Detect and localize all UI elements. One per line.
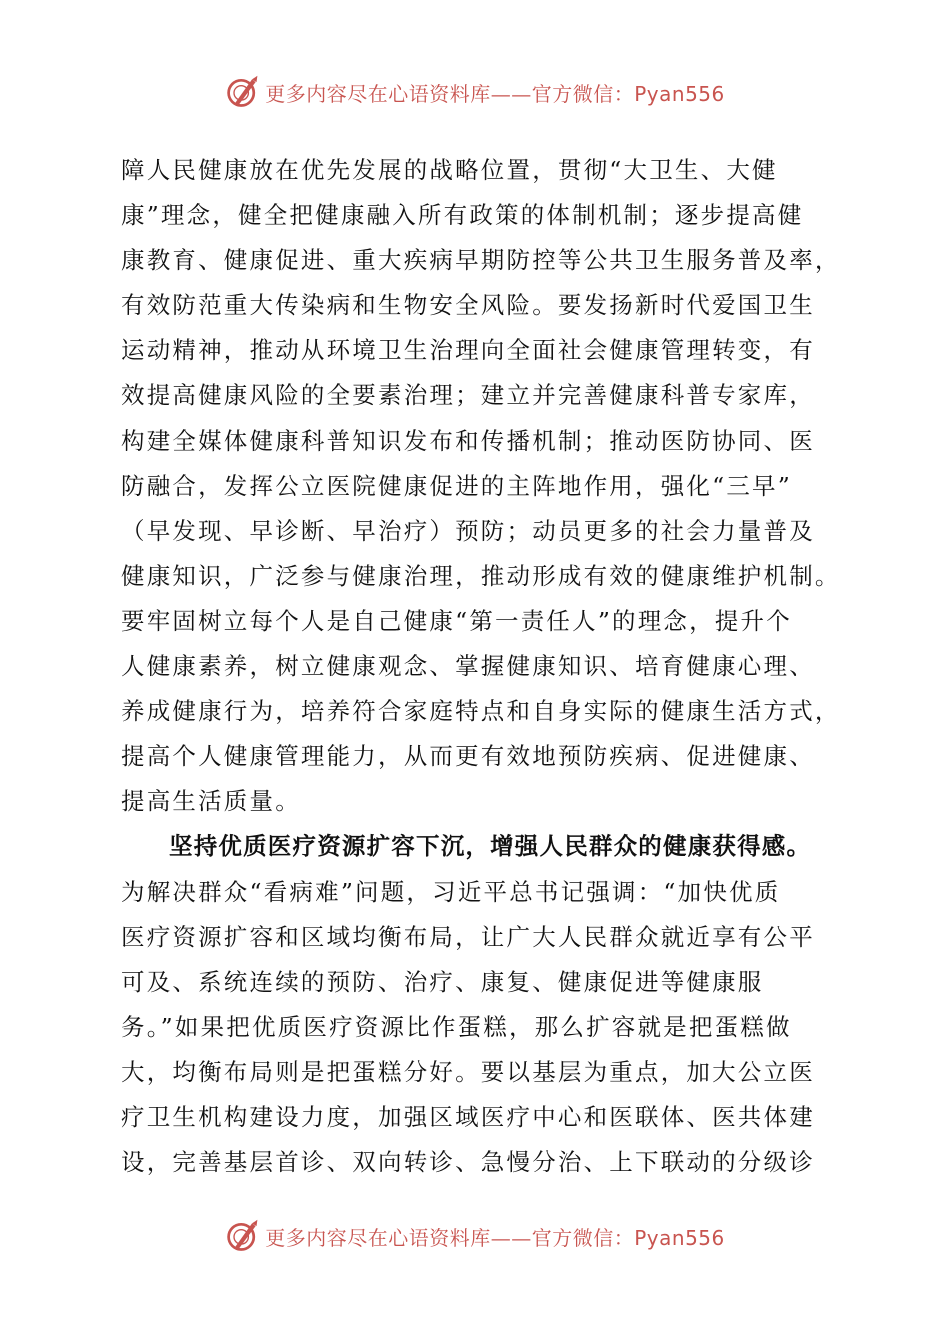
text-line: 障人民健康放在优先发展的战略位置，贯彻“大卫生、大健	[121, 156, 778, 184]
text-line: 康”理念，健全把健康融入所有政策的体制机制；逐步提高健	[121, 201, 804, 230]
text-line: （早发现、早诊断、早治疗）预防；动员更多的社会力量普及	[121, 516, 815, 545]
text-line: 要牢固树立每个人是自己健康“第一责任人”的理念，提升个	[121, 606, 792, 635]
text-line: 务。”如果把优质医疗资源比作蛋糕，那么扩容就是把蛋糕做	[121, 1012, 792, 1041]
text-line: 人健康素养，树立健康观念、掌握健康知识、培育健康心理、	[121, 652, 815, 681]
text-line: 构建全媒体健康科普知识发布和传播机制；推动医防协同、医	[121, 426, 815, 455]
text-line: 防融合，发挥公立医院健康促进的主阵地作用，强化“三早”	[121, 471, 792, 500]
text-line: 运动精神，推动从环境卫生治理向全面社会健康管理转变，有	[121, 336, 815, 365]
text-line: 养成健康行为，培养符合家庭特点和自身实际的健康生活方式，	[121, 697, 841, 726]
page-footer-watermark	[0, 1214, 950, 1258]
watermark-text: 更多内容尽在心语资料库——官方微信：Pyan556	[265, 1225, 725, 1250]
text-line: 康教育、健康促进、重大疾病早期防控等公共卫生服务普及率，	[121, 246, 841, 275]
document-body	[121, 148, 841, 1185]
text-line: 为解决群众“看病难”问题，习近平总书记强调：“加快优质	[121, 877, 781, 906]
text-line: 设，完善基层首诊、双向转诊、急慢分治、上下联动的分级诊	[121, 1148, 815, 1177]
text-line: 健康知识，广泛参与健康治理，推动形成有效的健康维护机制。	[121, 561, 841, 590]
page-header-watermark	[0, 70, 950, 114]
text-line: 疗卫生机构建设力度，加强区域医疗中心和医联体、医共体建	[121, 1102, 815, 1131]
text-line: 可及、系统连续的预防、治疗、康复、健康促进等健康服	[121, 967, 764, 996]
text-line: 提高生活质量。	[121, 787, 301, 816]
text-line: 有效防范重大传染病和生物安全风险。要发扬新时代爱国卫生	[121, 291, 815, 320]
pen-circle-logo-icon	[225, 74, 261, 110]
section-heading: 坚持优质医疗资源扩容下沉，增强人民群众的健康获得感。	[169, 832, 812, 861]
text-line: 提高个人健康管理能力，从而更有效地预防疾病、促进健康、	[121, 742, 815, 771]
pen-circle-logo-icon	[225, 1218, 261, 1254]
text-line: 医疗资源扩容和区域均衡布局，让广大人民群众就近享有公平	[121, 922, 815, 951]
watermark-text: 更多内容尽在心语资料库——官方微信：Pyan556	[265, 81, 725, 106]
text-line: 大，均衡布局则是把蛋糕分好。要以基层为重点，加大公立医	[121, 1057, 815, 1086]
text-line: 效提高健康风险的全要素治理；建立并完善健康科普专家库，	[121, 381, 815, 410]
